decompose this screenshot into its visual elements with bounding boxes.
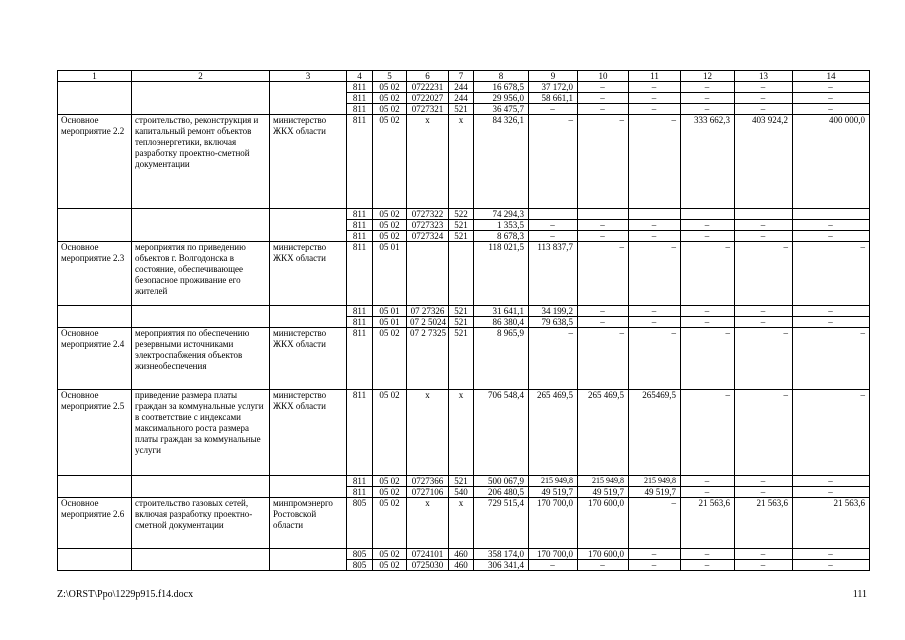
sub-row <box>58 209 870 220</box>
activity-value-cell: 403 924,2 <box>735 115 793 209</box>
activity-value-cell: 811 <box>347 390 373 476</box>
empty-span-cell <box>132 549 270 571</box>
header-cell: 5 <box>373 71 407 82</box>
sub-value-cell: – <box>793 476 870 487</box>
sub-value-cell <box>529 209 578 220</box>
activity-value-cell: 118 021,5 <box>474 242 529 306</box>
sub-value-cell: – <box>735 487 793 498</box>
activity-label: Основное мероприятие 2.5 <box>58 390 132 476</box>
activity-value-cell: 805 <box>347 498 373 549</box>
footer-page-number: 111 <box>852 589 867 600</box>
activity-value-cell: 400 000,0 <box>793 115 870 209</box>
activity-label: Основное мероприятие 2.6 <box>58 498 132 549</box>
sub-value-cell: 0727323 <box>407 220 449 231</box>
sub-value-cell: – <box>793 487 870 498</box>
sub-value-cell: 306 341,4 <box>474 560 529 571</box>
sub-value-cell: 05 01 <box>373 317 407 328</box>
sub-value-cell: – <box>529 104 578 115</box>
sub-value-cell: 05 02 <box>373 104 407 115</box>
activity-value-cell: 84 326,1 <box>474 115 529 209</box>
sub-value-cell: – <box>681 104 735 115</box>
activity-value-cell: 729 515,4 <box>474 498 529 549</box>
activity-value-cell: – <box>681 328 735 390</box>
sub-value-cell: – <box>629 560 681 571</box>
activity-executor: минпромэнерго Ростовской области <box>270 498 347 549</box>
sub-value-cell: 206 480,5 <box>474 487 529 498</box>
sub-value-cell: – <box>793 104 870 115</box>
activity-description: строительство, реконструкция и капитальный ремонт объектов теплоэнергетики, включая разработку проектно-сметной документации <box>132 115 270 209</box>
sub-value-cell: 170 700,0 <box>529 549 578 560</box>
activity-label <box>58 82 132 115</box>
activity-executor: министерство ЖКХ области <box>270 115 347 209</box>
empty-span-cell <box>132 306 270 328</box>
budget-table <box>57 70 870 571</box>
sub-value-cell: – <box>578 93 629 104</box>
sub-value-cell: 05 02 <box>373 209 407 220</box>
sub-value-cell: – <box>629 104 681 115</box>
sub-value-cell: – <box>735 549 793 560</box>
empty-span-cell <box>58 209 132 242</box>
sub-value-cell: 811 <box>347 209 373 220</box>
sub-value-cell: – <box>735 306 793 317</box>
sub-value-cell: 49 519,7 <box>529 487 578 498</box>
activity-value-cell: – <box>793 242 870 306</box>
sub-value-cell: – <box>735 476 793 487</box>
sub-value-cell: – <box>735 93 793 104</box>
sub-value-cell: 522 <box>449 209 474 220</box>
sub-value-cell: – <box>735 82 793 93</box>
sub-value-cell: 0727106 <box>407 487 449 498</box>
activity-value-cell: 170 600,0 <box>578 498 629 549</box>
sub-value-cell: – <box>578 317 629 328</box>
sub-value-cell: – <box>735 104 793 115</box>
activity-value-cell: – <box>629 498 681 549</box>
activity-value-cell: – <box>529 115 578 209</box>
sub-value-cell: 29 956,0 <box>474 93 529 104</box>
sub-value-cell: 811 <box>347 306 373 317</box>
sub-value-cell: 0725030 <box>407 560 449 571</box>
sub-value-cell: 215 949,8 <box>578 476 629 487</box>
activity-value-cell: 21 563,6 <box>681 498 735 549</box>
sub-value-cell: 811 <box>347 231 373 242</box>
header-cell: 10 <box>578 71 629 82</box>
sub-value-cell: – <box>629 82 681 93</box>
activity-value-cell: 333 662,3 <box>681 115 735 209</box>
activity-value-cell: – <box>793 390 870 476</box>
activity-executor: министерство ЖКХ области <box>270 242 347 306</box>
sub-value-cell: – <box>735 231 793 242</box>
sub-row <box>58 549 870 560</box>
sub-value-cell: – <box>735 317 793 328</box>
sub-value-cell: 811 <box>347 220 373 231</box>
activity-value-cell: 05 02 <box>373 328 407 390</box>
sub-value-cell: – <box>578 82 629 93</box>
sub-value-cell: 811 <box>347 104 373 115</box>
activity-value-cell <box>407 242 449 306</box>
sub-value-cell: 49 519,7 <box>629 487 681 498</box>
sub-value-cell: 79 638,5 <box>529 317 578 328</box>
sub-value-cell: – <box>529 560 578 571</box>
activity-value-cell: – <box>793 328 870 390</box>
activity-label: Основное мероприятие 2.4 <box>58 328 132 390</box>
sub-value-cell: 31 641,1 <box>474 306 529 317</box>
sub-value-cell: 58 661,1 <box>529 93 578 104</box>
sub-row <box>58 82 870 93</box>
sub-value-cell: 805 <box>347 560 373 571</box>
budget-table-container <box>57 70 870 571</box>
sub-value-cell: 244 <box>449 93 474 104</box>
empty-span-cell <box>270 306 347 328</box>
empty-span-cell <box>270 476 347 498</box>
sub-value-cell: – <box>793 231 870 242</box>
sub-value-cell: 49 519,7 <box>578 487 629 498</box>
header-cell: 13 <box>735 71 793 82</box>
activity-row <box>58 242 870 306</box>
sub-value-cell: 460 <box>449 549 474 560</box>
sub-value-cell: 215 949,8 <box>529 476 578 487</box>
sub-value-cell: – <box>793 93 870 104</box>
sub-value-cell: 805 <box>347 549 373 560</box>
activity-value-cell: – <box>578 328 629 390</box>
activity-value-cell: – <box>735 390 793 476</box>
sub-value-cell: 05 02 <box>373 476 407 487</box>
activity-executor <box>270 82 347 115</box>
sub-value-cell: – <box>578 104 629 115</box>
header-cell: 6 <box>407 71 449 82</box>
activity-value-cell: х <box>407 115 449 209</box>
activity-value-cell: х <box>449 498 474 549</box>
activity-executor: министерство ЖКХ области <box>270 328 347 390</box>
header-cell: 4 <box>347 71 373 82</box>
sub-value-cell: 521 <box>449 317 474 328</box>
sub-value-cell: 8 678,3 <box>474 231 529 242</box>
activity-value-cell: 05 02 <box>373 498 407 549</box>
sub-value-cell: – <box>681 231 735 242</box>
activity-row <box>58 115 870 209</box>
sub-value-cell: 811 <box>347 487 373 498</box>
sub-value-cell: 1 353,5 <box>474 220 529 231</box>
sub-value-cell: – <box>681 220 735 231</box>
empty-span-cell <box>58 306 132 328</box>
sub-value-cell: – <box>529 231 578 242</box>
sub-value-cell: 811 <box>347 82 373 93</box>
sub-value-cell: 16 678,5 <box>474 82 529 93</box>
sub-value-cell: 540 <box>449 487 474 498</box>
activity-value-cell: 811 <box>347 115 373 209</box>
activity-value-cell: 521 <box>449 328 474 390</box>
activity-value-cell: – <box>578 115 629 209</box>
sub-value-cell: – <box>629 306 681 317</box>
sub-value-cell: – <box>629 93 681 104</box>
activity-value-cell: 811 <box>347 328 373 390</box>
header-cell: 9 <box>529 71 578 82</box>
sub-value-cell: 07 2 5024 <box>407 317 449 328</box>
sub-value-cell: – <box>793 549 870 560</box>
sub-value-cell: – <box>735 220 793 231</box>
activity-value-cell: – <box>629 115 681 209</box>
activity-value-cell: 05 02 <box>373 115 407 209</box>
empty-span-cell <box>58 549 132 571</box>
sub-value-cell: – <box>681 306 735 317</box>
activity-description: мероприятия по приведению объектов г. Волгодонска в состояние, обеспечивающее безопасное проживание его жителей <box>132 242 270 306</box>
sub-value-cell: 358 174,0 <box>474 549 529 560</box>
sub-value-cell: 37 172,0 <box>529 82 578 93</box>
sub-value-cell: – <box>578 306 629 317</box>
sub-value-cell: 07 27326 <box>407 306 449 317</box>
empty-span-cell <box>132 209 270 242</box>
activity-value-cell: – <box>735 328 793 390</box>
empty-span-cell <box>132 476 270 498</box>
sub-value-cell: 05 02 <box>373 560 407 571</box>
sub-value-cell <box>735 209 793 220</box>
activity-value-cell: 05 02 <box>373 390 407 476</box>
activity-value-cell: – <box>681 390 735 476</box>
sub-value-cell <box>793 209 870 220</box>
activity-label: Основное мероприятие 2.2 <box>58 115 132 209</box>
sub-value-cell: – <box>529 220 578 231</box>
activity-value-cell: 811 <box>347 242 373 306</box>
sub-value-cell: – <box>629 220 681 231</box>
sub-value-cell: 521 <box>449 306 474 317</box>
activity-value-cell: х <box>449 115 474 209</box>
header-row <box>58 71 870 82</box>
sub-value-cell: 34 199,2 <box>529 306 578 317</box>
sub-value-cell: 36 475,7 <box>474 104 529 115</box>
header-cell: 8 <box>474 71 529 82</box>
activity-value-cell: 170 700,0 <box>529 498 578 549</box>
empty-span-cell <box>58 476 132 498</box>
activity-value-cell: – <box>529 328 578 390</box>
sub-value-cell: – <box>681 476 735 487</box>
sub-value-cell: – <box>735 560 793 571</box>
sub-value-cell: 811 <box>347 476 373 487</box>
sub-value-cell: 460 <box>449 560 474 571</box>
sub-value-cell: 0722027 <box>407 93 449 104</box>
header-cell: 7 <box>449 71 474 82</box>
empty-span-cell <box>270 209 347 242</box>
sub-value-cell: – <box>681 82 735 93</box>
sub-value-cell: 215 949,8 <box>629 476 681 487</box>
activity-executor: министерство ЖКХ области <box>270 390 347 476</box>
activity-value-cell: х <box>449 390 474 476</box>
sub-value-cell: – <box>681 317 735 328</box>
sub-value-cell: 244 <box>449 82 474 93</box>
activity-value-cell: – <box>629 242 681 306</box>
activity-value-cell: 265 469,5 <box>529 390 578 476</box>
sub-value-cell: 521 <box>449 220 474 231</box>
sub-value-cell: – <box>793 82 870 93</box>
activity-description: строительство газовых сетей, включая разработку проектно-сметной документации <box>132 498 270 549</box>
activity-value-cell: 8 965,9 <box>474 328 529 390</box>
header-cell: 14 <box>793 71 870 82</box>
header-cell: 1 <box>58 71 132 82</box>
sub-value-cell: 05 02 <box>373 93 407 104</box>
sub-value-cell <box>681 209 735 220</box>
sub-value-cell: – <box>629 317 681 328</box>
activity-row <box>58 498 870 549</box>
sub-value-cell: 811 <box>347 317 373 328</box>
sub-value-cell: – <box>629 549 681 560</box>
activity-value-cell: 113 837,7 <box>529 242 578 306</box>
sub-value-cell <box>578 209 629 220</box>
sub-value-cell: 0727321 <box>407 104 449 115</box>
sub-value-cell: – <box>681 549 735 560</box>
activity-value-cell: – <box>681 242 735 306</box>
sub-value-cell: 170 600,0 <box>578 549 629 560</box>
sub-row <box>58 306 870 317</box>
sub-value-cell: 0722231 <box>407 82 449 93</box>
activity-label: Основное мероприятие 2.3 <box>58 242 132 306</box>
sub-value-cell: 500 067,9 <box>474 476 529 487</box>
sub-value-cell: 0727366 <box>407 476 449 487</box>
sub-row <box>58 476 870 487</box>
sub-value-cell: – <box>578 220 629 231</box>
activity-value-cell: 21 563,6 <box>735 498 793 549</box>
activity-value-cell: 265469,5 <box>629 390 681 476</box>
sub-value-cell: – <box>793 560 870 571</box>
sub-value-cell: 811 <box>347 93 373 104</box>
sub-value-cell: 05 02 <box>373 549 407 560</box>
header-cell: 11 <box>629 71 681 82</box>
footer-file-path: Z:\ORST\Ppo\1229p915.f14.docx <box>57 589 194 600</box>
activity-value-cell <box>449 242 474 306</box>
sub-value-cell: – <box>681 93 735 104</box>
sub-value-cell: 05 02 <box>373 487 407 498</box>
activity-value-cell: 05 01 <box>373 242 407 306</box>
sub-value-cell: 05 02 <box>373 82 407 93</box>
sub-value-cell: 86 380,4 <box>474 317 529 328</box>
sub-value-cell: 0727324 <box>407 231 449 242</box>
activity-value-cell: х <box>407 498 449 549</box>
activity-value-cell: 21 563,6 <box>793 498 870 549</box>
activity-description <box>132 82 270 115</box>
sub-value-cell: – <box>578 560 629 571</box>
activity-value-cell: – <box>578 242 629 306</box>
activity-description: мероприятия по обеспечению резервными источниками электроспабжения объектов жизнеобеспечения <box>132 328 270 390</box>
sub-value-cell: – <box>681 560 735 571</box>
activity-value-cell: – <box>629 328 681 390</box>
sub-value-cell: – <box>629 231 681 242</box>
activity-row <box>58 390 870 476</box>
activity-description: приведение размера платы граждан за коммунальные услуги в соответствие с индексами максимального роста размера платы граждан за коммунальные услуги <box>132 390 270 476</box>
activity-value-cell: 265 469,5 <box>578 390 629 476</box>
sub-value-cell: 521 <box>449 476 474 487</box>
sub-value-cell: 521 <box>449 104 474 115</box>
header-cell: 12 <box>681 71 735 82</box>
header-cell: 3 <box>270 71 347 82</box>
activity-value-cell: 706 548,4 <box>474 390 529 476</box>
sub-value-cell: 05 02 <box>373 220 407 231</box>
sub-value-cell: – <box>793 220 870 231</box>
activity-value-cell: х <box>407 390 449 476</box>
sub-value-cell: – <box>578 231 629 242</box>
sub-value-cell: – <box>793 317 870 328</box>
activity-value-cell: – <box>735 242 793 306</box>
activity-row <box>58 328 870 390</box>
header-cell: 2 <box>132 71 270 82</box>
sub-value-cell: 05 01 <box>373 306 407 317</box>
sub-value-cell: 0727322 <box>407 209 449 220</box>
sub-value-cell: 521 <box>449 231 474 242</box>
sub-value-cell <box>629 209 681 220</box>
sub-value-cell: 0724101 <box>407 549 449 560</box>
sub-value-cell: 05 02 <box>373 231 407 242</box>
empty-span-cell <box>270 549 347 571</box>
sub-value-cell: – <box>681 487 735 498</box>
budget-table-body <box>58 71 870 571</box>
sub-value-cell: – <box>793 306 870 317</box>
sub-value-cell: 74 294,3 <box>474 209 529 220</box>
activity-value-cell: 07 2 7325 <box>407 328 449 390</box>
